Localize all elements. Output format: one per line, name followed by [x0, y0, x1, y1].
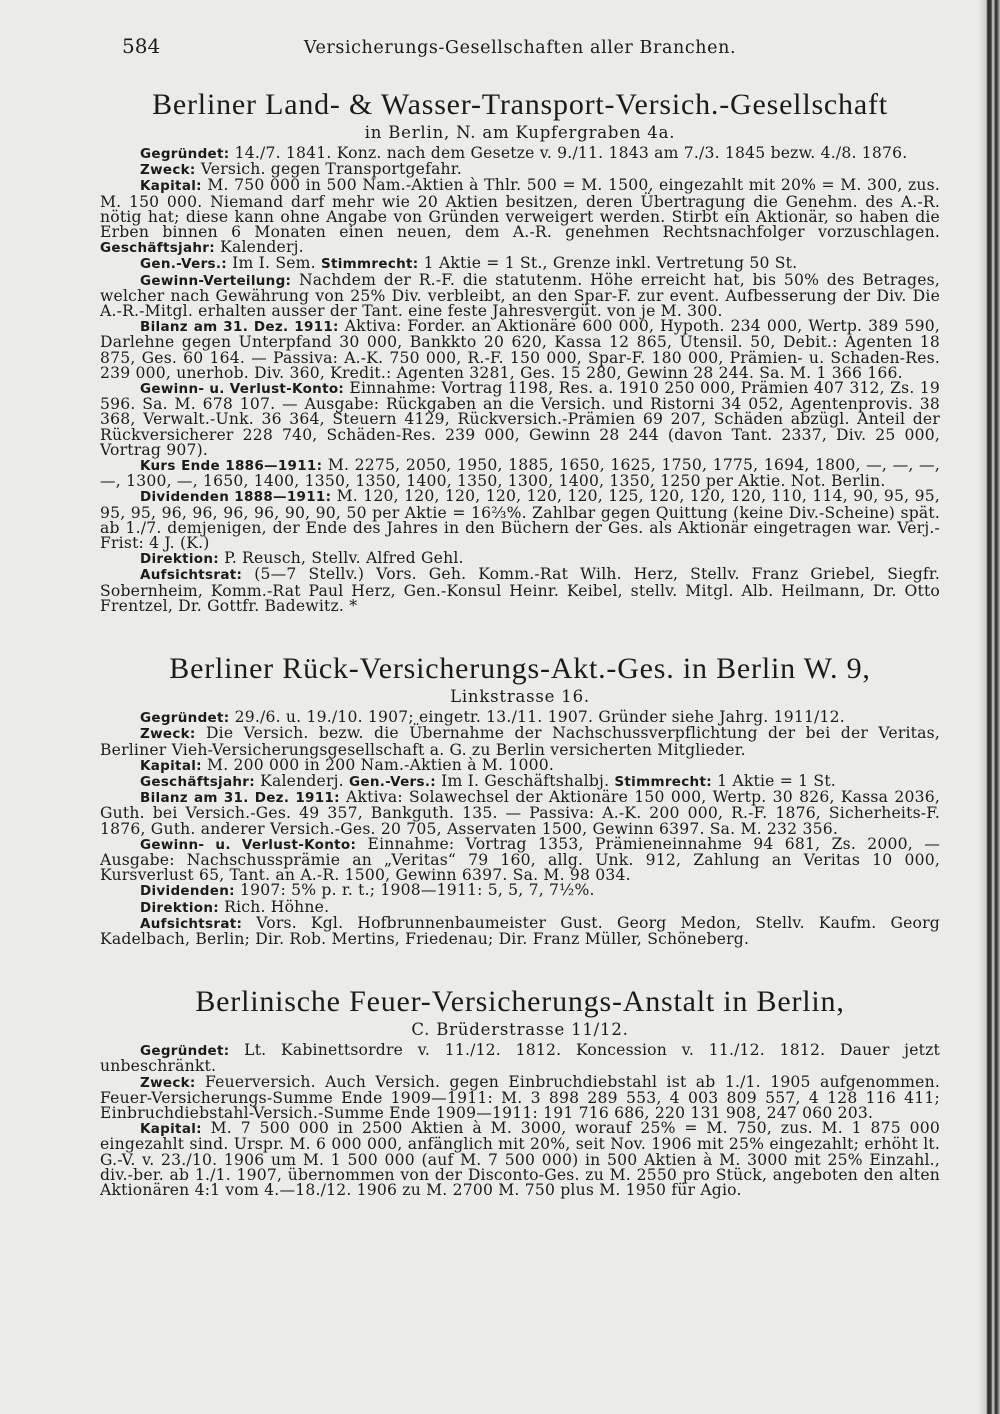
- field-label: Kurs Ende 1886—1911:: [140, 458, 323, 475]
- page-number: 584: [122, 34, 161, 58]
- field-label: Stimmrecht:: [320, 256, 419, 273]
- field-text: (5—7 Stellv.) Vors. Geh. Komm.-Rat Wilh. Herz, Stellv. Franz Griebel, Siegfr. Sobernheim, Komm.-Rat Paul Herz, Gen.-Konsul Heinr. Keibel, stellv. Mitgl. Alb. Heilmann, Dr. Otto Frentzel, Dr. Gottfr. Badewitz. *: [100, 565, 940, 615]
- entry-paragraph: [100, 270, 940, 321]
- running-title: Versicherungs-Gesellschaften aller Branchen.: [303, 38, 737, 58]
- company-name: Berlinische Feuer-Versicherungs-Anstalt in Berlin,: [195, 985, 845, 1019]
- entry-paragraph: [100, 1043, 940, 1074]
- field-label: Aufsichtsrat:: [140, 915, 243, 932]
- entry-paragraph: [100, 458, 940, 489]
- field-text: Aktiva: Solawechsel der Aktionäre 150 000, Wertp. 30 826, Kassa 2036, Guth. bei Versich.-Ges. 49 357, Bankguth. 135. — Passiva: A.-K. 200 000, R.-F. 1876, Sicherheits-F. 1876, Guth. anderer Versich.-Ges. 20 705, Asservaten 1500, Gewinn 6397. Sa. M. 232 356.: [100, 788, 940, 838]
- field-text: Aktiva: Forder. an Aktionäre 600 000, Hypoth. 234 000, Wertp. 389 590, Darlehne gegen Unterpfand 30 000, Bankkto 20 620, Kassa 12 865, Utensil. 50, Debit.: Agenten 18 875, Ges. 60 164. — Passiva: A.-K. 750 000, R.-F. 150 000, Spar-F. 180 000, Prämien- u. Schaden-Res. 239 000, unerhob. Div. 360, Kredit.: Agenten 3281, Ges. 15 280, Gewinn 28 244. Sa. M. 1 366 166.: [100, 317, 940, 382]
- entry-paragraph: [100, 567, 940, 614]
- field-label: Gen.-Vers.:: [348, 773, 436, 790]
- field-label: Dividenden 1888—1911:: [140, 489, 332, 506]
- field-label: Zweck:: [140, 726, 196, 743]
- field-label: Gen.-Vers.:: [140, 256, 227, 273]
- field-text: Vors. Kgl. Hofbrunnenbaumeister Gust. Georg Medon, Stellv. Kaufm. Georg Kadelbach, Berlin; Dir. Rob. Mertins, Friedenau; Dir. Franz Müller, Schöneberg.: [100, 913, 940, 948]
- field-label: Kapital:: [140, 757, 202, 774]
- company-name: Berliner Land- & Wasser-Transport-Versich.-Gesellschaft: [152, 88, 888, 121]
- field-label: Kapital:: [140, 178, 202, 195]
- field-label: Kapital:: [140, 1121, 202, 1138]
- field-label: Stimmrecht:: [614, 773, 712, 790]
- company-entry: [100, 985, 940, 1198]
- field-text: 1 Aktie = 1 St., Grenze inkl. Vertretung 50 St.: [423, 254, 798, 273]
- field-text: 1907: 5% p. r. t.; 1908—1911: 5, 5, 7, 7½%.: [240, 881, 595, 900]
- field-text: Kalenderj.: [220, 238, 304, 257]
- entry-paragraph: [100, 1072, 940, 1122]
- field-text: Nachdem der R.-F. die statutenm. Höhe erreicht hat, bis 50% des Betrages, welcher nach Gewährung von 25% Div. verbleibt, an den Spar-F. zur event. Aufbesserung der Div. Die A.-R.-Mitgl. erhalten ausser der Tant. eine feste Jahresvergüt. von je M. 300.: [100, 270, 940, 321]
- company-name: Berliner Rück-Versicherungs-Akt.-Ges. in Berlin W. 9,: [169, 652, 871, 686]
- entry-paragraph: [100, 726, 940, 757]
- entry-paragraph: [100, 178, 940, 256]
- field-label: Zweck:: [140, 162, 196, 179]
- field-label: Gegründet:: [140, 1043, 230, 1060]
- field-text: M. 120, 120, 120, 120, 120, 120, 125, 120, 120, 120, 110, 114, 90, 95, 95, 95, 95, 96, 96, 96, 96, 90, 90, 50 per Aktie = 16⅔%. Zahlbar gegen Quittung (keine Div.-Scheine) spät. ab 1./7. demjenigen, der Ende des Jahres in den Büchern der Ges. als Aktionär eingetragen war. Verj.-Frist: 4 J. (K.): [100, 487, 940, 553]
- field-text: Im I. Geschäftshalbj.: [441, 771, 610, 790]
- entry-paragraph: [100, 834, 941, 885]
- field-text: Einnahme: Vortrag 1198, Res. a. 1910 250 000, Prämien 407 312, Zs. 19 596. Sa. M. 678 107. — Ausgabe: Rückgaben an die Versich. und Ristorni 34 052, Agentenprovis. 38 368, Verwalt.-Unk. 36 364, Steuern 4129, Rückversich.-Prämien 69 207, Schäden abzügl. Anteil der Rückversicherer 228 740, Schäden-Res. 239 000, Gewinn 28 244 (davon Tant. 2337, Div. 25 000, Vortrag 907).: [100, 379, 940, 459]
- entry-paragraph: [100, 319, 940, 381]
- entry-paragraph: [100, 790, 940, 837]
- entry-paragraph: [100, 381, 940, 458]
- field-label: Gewinn-Verteilung:: [140, 272, 292, 289]
- entry-paragraph: [100, 913, 940, 948]
- company-address: in Berlin, N. am Kupfergraben 4a.: [364, 123, 676, 142]
- company-entry: [100, 88, 940, 614]
- field-text: Im I. Sem.: [232, 254, 316, 273]
- entry-paragraph: [100, 489, 940, 551]
- field-label: Bilanz am 31. Dez. 1911:: [140, 319, 339, 336]
- company-address: Linkstrasse 16.: [450, 687, 590, 707]
- field-label: Aufsichtsrat:: [140, 567, 243, 584]
- field-text: 29./6. u. 19./10. 1907; eingetr. 13./11. 1907. Gründer siehe Jahrg. 1911/12.: [234, 708, 845, 727]
- field-text: Die Versich. bezw. die Übernahme der Nachschussverpflichtung der bei der Veritas, Berliner Vieh-Versicherungsgesellschaft a. G. zu Berlin versicherten Mitglieder.: [100, 724, 940, 759]
- running-head: [100, 30, 940, 60]
- company-address: C. Brüderstrasse 11/12.: [411, 1020, 629, 1040]
- field-text: Lt. Kabinettsordre v. 11./12. 1812. Koncession v. 11./12. 1812. Dauer jetzt unbeschränkt.: [100, 1041, 940, 1076]
- field-label: Gewinn- u. Verlust-Konto:: [140, 836, 357, 853]
- field-text: M. 200 000 in 200 Nam.-Aktien à M. 1000.: [207, 755, 554, 774]
- company-entry: [100, 652, 940, 947]
- entry-paragraph: [100, 1121, 940, 1198]
- field-label: Zweck:: [140, 1074, 196, 1091]
- field-label: Gewinn- u. Verlust-Konto:: [140, 381, 345, 398]
- field-label: Gegründet:: [140, 710, 230, 727]
- scan-edge: [978, 0, 1000, 1414]
- field-text: P. Reusch, Stellv. Alfred Gehl.: [224, 549, 464, 568]
- field-text: Versich. gegen Transportgefahr.: [200, 160, 462, 179]
- field-text: Kalenderj.: [260, 771, 344, 790]
- field-label: Geschäftsjahr:: [140, 773, 255, 790]
- field-text: 14./7. 1841. Konz. nach dem Gesetze v. 9./11. 1843 am 7./3. 1845 bezw. 4./8. 1876.: [234, 144, 908, 162]
- field-text: Rich. Höhne.: [224, 897, 330, 916]
- document-page: [100, 30, 940, 1198]
- field-text: Einnahme: Vortrag 1353, Prämieneinnahme 94 681, Zs. 2000, — Ausgabe: Nachschussprämie an „Veritas“ 79 160, allg. Unk. 912, Zahlung an Veritas 10 000, Kursverlust 65, Tant. an A.-R. 1500, Gewinn 6397. Sa. M. 98 034.: [100, 834, 941, 885]
- field-text: M. 7 500 000 in 2500 Aktien à M. 3000, worauf 25% = M. 750, zus. M. 1 875 000 eingezahlt sind. Urspr. M. 6 000 000, anfänglich mit 20%, seit Nov. 1906 mit 25% eingezahlt; erhöht lt. G.-V. v. 23./10. 1906 um M. 1 500 000 (auf M. 7 500 000) in 500 Aktien à M. 3000 mit 25% Einzahl., div.-ber. ab 1./1. 1907, übernommen von der Disconto-Ges. zu M. 2550 pro Stück, angeboten den alten Aktionären 4:1 vom 4.—18./12. 1906 zu M. 2700 M. 750 plus M. 1950 für Agio.: [100, 1119, 940, 1199]
- field-label: Dividenden:: [140, 883, 235, 900]
- field-label: Gegründet:: [140, 146, 230, 162]
- field-text: M. 750 000 in 500 Nam.-Aktien à Thlr. 500 = M. 1500, eingezahlt mit 20% = M. 300, zus. M. 150 000. Niemand darf mehr wie 20 Aktien besitzen, deren Übertragung die Genehm. des A.-R. nötig hat; diese kann ohne Angabe von Gründen verweigert werden. Stirbt ein Aktionär, so haben die Erben binnen 6 Monaten einen neuen, dem A.-R. genehmen Rechtsnachfolger vorzuschlagen.: [100, 176, 940, 242]
- field-label: Geschäftsjahr:: [100, 240, 215, 257]
- field-text: Feuerversich. Auch Versich. gegen Einbruchdiebstahl ist ab 1./1. 1905 aufgenommen. Feuer-Versicherungs-Summe Ende 1909—1911: M. 3 898 289 553, 4 003 809 557, 4 128 116 411; Einbruchdiebstahl-Versich.-Summe Ende 1909—1911: 191 716 686, 220 131 908, 247 060 203.: [100, 1072, 940, 1122]
- field-text: M. 2275, 2050, 1950, 1885, 1650, 1625, 1750, 1775, 1694, 1800, —, —, —, —, 1300, —, 1650, 1400, 1350, 1350, 1400, 1350, 1300, 1400, 1350, 1250 per Aktie. Not. Berlin.: [100, 456, 940, 491]
- field-label: Bilanz am 31. Dez. 1911:: [140, 790, 340, 807]
- field-label: Direktion:: [140, 551, 219, 568]
- field-label: Direktion:: [140, 899, 219, 916]
- field-text: 1 Aktie = 1 St.: [717, 771, 836, 790]
